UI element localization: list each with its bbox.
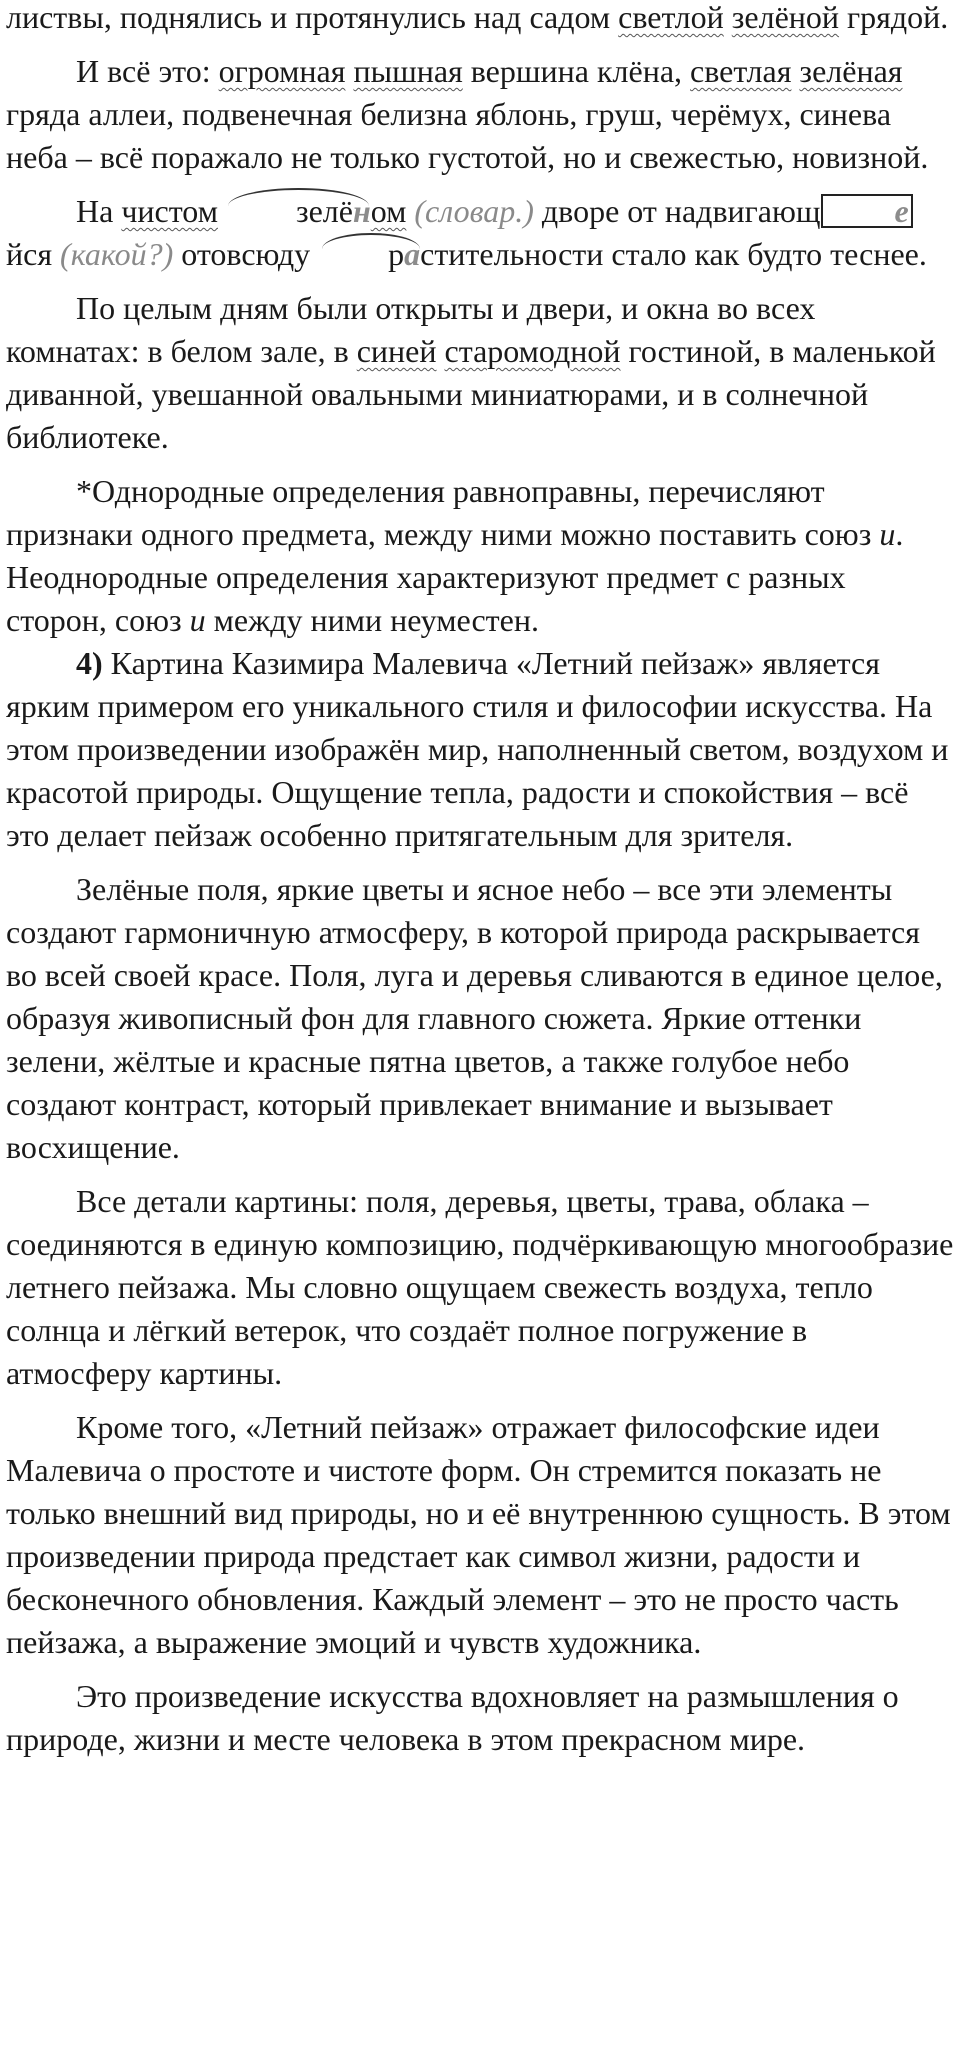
root-arc-mark (318, 233, 420, 276)
root-arc-mark (226, 190, 371, 233)
paragraph-example-1 (6, 50, 954, 179)
text (218, 193, 226, 229)
text: . Неоднородные определения характеризуют предмет с разных сторон, союз (6, 516, 904, 638)
underlined-word: пышная (353, 53, 463, 89)
text: На (76, 193, 122, 229)
text: По целым дням были открыты и двери, и окна во всех комнатах: в белом зале, в (6, 290, 816, 369)
text: между ними неуместен. (205, 602, 539, 638)
text: йся (6, 236, 61, 272)
text (437, 333, 445, 369)
underlined-word: огромная (218, 53, 346, 89)
task-number: 4) (76, 645, 103, 681)
root-text: р (388, 236, 405, 272)
ending-text: ом (370, 193, 407, 229)
paragraph-essay-2: Зелёные поля, яркие цветы и ясное небо – все эти элементы создают гармоничную атмосферу, в которой природа раскрывается во всей своей красе. Поля, луга и деревья сливаются в единое целое, образуя живописный фон для главного сюжета. Яркие оттенки зелени, жёлтые и красные пятна цветов, а также голубое небо создают контраст, который привлекает внимание и вызывает восхищение. (6, 871, 943, 1165)
text: грядой. (839, 0, 949, 35)
boxed-letter: е (821, 194, 913, 228)
paragraph-example-3 (6, 287, 954, 459)
paragraph-essay-3: Все детали картины: поля, деревья, цветы, трава, облака – соединяются в единую композицию, подчёркивающую многообразие летнего пейзажа. Мы словно ощущаем свежесть воздуха, тепло солнца и лёгкий ветерок, что создаёт полное погружение в атмосферу картины. (6, 1183, 954, 1391)
text: гостиной, в маленькой диванной, увешанной овальными миниатюрами, и в солнечной библиотеке. (6, 333, 936, 455)
text: И всё это: (76, 53, 219, 89)
text: дворе от надвигающ (533, 193, 821, 229)
text: стительности стало как будто теснее. (420, 236, 927, 272)
paragraph-example-2 (6, 190, 954, 276)
underlined-word: светлая (690, 53, 792, 89)
text: Картина Казимира Малевича «Летний пейзаж» является ярким примером его уникального стиля и философии искусства. На этом произведении изображён мир, наполненный светом, воздухом и красотой природы. Ощущение тепла, радости и спокойствия – всё это делает пейзаж особенно притягательным для зрителя. (6, 645, 949, 853)
word-with-root-mark (226, 193, 406, 229)
underlined-word: синей (356, 333, 437, 369)
paragraph-essay-4: Кроме того, «Летний пейзаж» отражает философские идеи Малевича о простоте и чистоте форм. Он стремится показать не только внешний вид природы, но и её внутреннюю сущность. В этом произведении природа предстает как символ жизни, радости и бесконечного обновления. Каждый элемент – это не просто часть пейзажа, а выражение эмоций и чувств художника. (6, 1409, 951, 1660)
text (724, 0, 732, 35)
highlighted-letter: а (404, 236, 421, 272)
text: гряда аллеи, подвенечная белизна яблонь, груш, черёмух, синева неба – всё поражало не только густотой, но и свежестью, новизной. (6, 96, 929, 175)
text: вершина клёна, (462, 53, 691, 89)
text: отовсюду (173, 236, 319, 272)
italic-conjunction: и (189, 602, 206, 638)
annotation-question: (какой?) (60, 236, 174, 272)
text: листвы, поднялись и протянулись над садом (6, 0, 619, 35)
text: *Однородные определения равноправны, перечисляют признаки одного предмета, между ними можно поставить союз (6, 473, 880, 552)
underlined-word: светлой (618, 0, 724, 35)
underlined-word: зелёной (731, 0, 840, 35)
paragraph-essay-5: Это произведение искусства вдохновляет на размышления о природе, жизни и месте человека в этом прекрасном мире. (6, 1678, 899, 1757)
paragraph-continuation (6, 0, 954, 39)
highlighted-letter: н (352, 193, 371, 229)
underlined-word: старомодной (444, 333, 621, 369)
italic-conjunction: и (879, 516, 896, 552)
underlined-word: зелёная (799, 53, 903, 89)
annotation-note: (словар.) (406, 193, 534, 229)
paragraph-rule-note (6, 470, 954, 642)
underlined-word: чистом (121, 193, 218, 229)
root-text: зелё (295, 193, 353, 229)
paragraph-task-4 (6, 642, 954, 857)
